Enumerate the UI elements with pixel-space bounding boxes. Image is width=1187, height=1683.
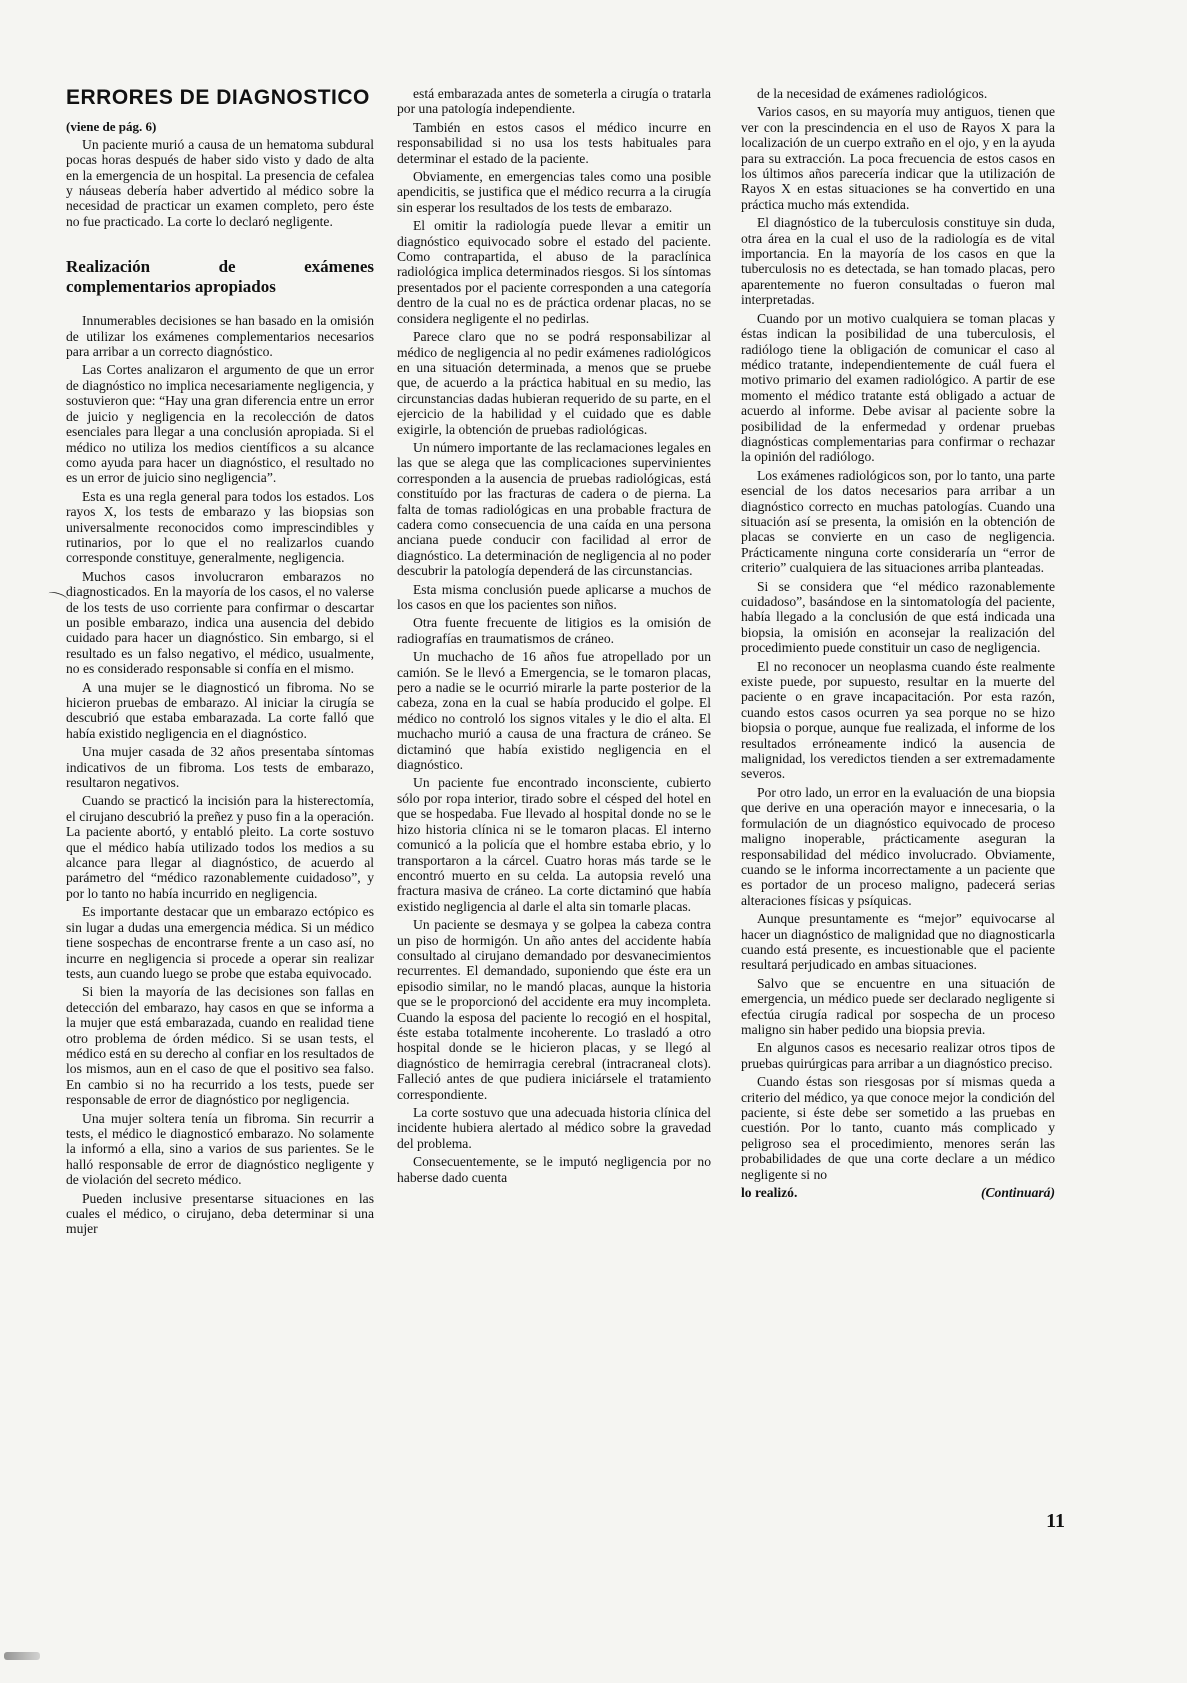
- paragraph: Aunque presuntamente es “mejor” equivocarse al hacer un diagnóstico de malignidad que no diagnosticarla cuando está presente, es incuestionable que el paciente resultará perjudicado en ambas situaciones.: [741, 911, 1055, 973]
- paragraph: Una mujer casada de 32 años presentaba síntomas indicativos de un fibroma. Los tests de embarazo, resultaron negativos.: [66, 744, 374, 791]
- paragraph: Esta es una regla general para todos los estados. Los rayos X, los tests de embarazo y las biopsias son universalmente reconocidos como imprescindibles y rutinarios, por lo que el no realizarlos cuando corresponde constituye, generalmente, negligencia.: [66, 488, 374, 566]
- paragraph: Salvo que se encuentre en una situación de emergencia, un médico puede ser declarado negligente si efectúa cirugía radical por sospecha de un proceso maligno sin haber pedido una biopsia previa.: [741, 975, 1055, 1037]
- column-3-paragraphs: [741, 86, 1055, 1182]
- continues-note: (Continuará): [980, 1185, 1055, 1201]
- paragraph: En algunos casos es necesario realizar otros tipos de pruebas quirúrgicas para arribar a un diagnóstico preciso.: [741, 1040, 1055, 1071]
- paragraph: La corte sostuvo que una adecuada historia clínica del incidente hubiera alertado al médico sobre la gravedad del problema.: [397, 1105, 711, 1151]
- article-title: ERRORES DE DIAGNOSTICO: [66, 86, 370, 109]
- paragraph: También en estos casos el médico incurre en responsabilidad si no usa los tests habituales para determinar el estado de la paciente.: [397, 119, 711, 166]
- paragraph: Es importante destacar que un embarazo ectópico es sin lugar a dudas una emergencia médica. Si un médico tiene sospechas de encontrarse frente a un caso así, no incurre en negligencia si procede a operar sin realizar tests, aun cuando luego se probe que estaba equivocado.: [66, 904, 374, 981]
- closing-line: [741, 1185, 1055, 1200]
- paragraph: Cuando por un motivo cualquiera se toman placas y éstas indican la posibilidad de una tuberculosis, el radiólogo tiene la obligación de comunicar el caso al médico tratante, independientemente de cuál fuera el motivo primario del examen radiológico. A partir de ese momento el médico tratante está obligado a actuar de acuerdo al informe. Debe avisar al paciente sobre la posibilidad de la enfermedad y ordenar pruebas diagnósticas complementarias para confirmar o rechazar la opinión del radiólogo.: [741, 310, 1055, 465]
- paragraph: Un muchacho de 16 años fue atropellado por un camión. Se le llevó a Emergencia, se le tomaron placas, pero a nadie se le ocurrió mirarle la parte posterior de la cabeza, zona en la cual se había producido el golpe. El médico no controló los signos vitales y le dio el alta. El muchacho murió a causa de una fractura de cráneo. Se dictaminó que había existido negligencia en el diagnóstico.: [397, 649, 711, 773]
- paragraph: Pueden inclusive presentarse situaciones en las cuales el médico, o cirujano, deba determinar si una mujer: [66, 1190, 374, 1237]
- section-heading: Realización de exámenes complementarios apropiados: [66, 257, 374, 297]
- paragraph: Un paciente murió a causa de un hematoma subdural pocas horas después de haber sido visto y dado de alta en la emergencia de un hospital. La presencia de cefalea y náuseas debería haber advertido al médico sobre la necesidad de practicar un examen completo, pero éste no fue practicado. La corte lo declaró negligente.: [66, 136, 374, 229]
- final-word: lo realizó.: [741, 1185, 798, 1201]
- paragraph: El omitir la radiología puede llevar a emitir un diagnóstico equivocado sobre el estado del paciente. Como contrapartida, el abuso de la paraclínica radiológica implica determinados riesgos. Si los síntomas presentados por el paciente corresponden a una categoría dentro de la cual no es de práctica ordenar placas, no se considera negligente el no pedirlas.: [397, 218, 711, 326]
- paragraph: de la necesidad de exámenes radiológicos.: [757, 86, 988, 101]
- paragraph: Un paciente fue encontrado inconsciente, cubierto sólo por ropa interior, tirado sobre el césped del hotel en que se hospedaba. Fue llevado al hospital donde no se le hizo historia clínica ni se le tomaron placas. El interno comunicó a la policía que el hombre estaba ebrio, y lo transportaron a la cárcel. Cuatro horas más tarde se le encontró muerto en su celda. La autopsia reveló una fractura masiva de cráneo. La corte dictaminó que había existido negligencia al darle el alta sin tomarle placas.: [397, 775, 711, 914]
- paragraph: Esta misma conclusión puede aplicarse a muchos de los casos en que los pacientes son niños.: [397, 581, 711, 612]
- paragraph: El no reconocer un neoplasma cuando éste realmente existe puede, por supuesto, resultar en la muerte del paciente o en grave incapacitación. Por esta razón, cuando estos casos ocurren ya sea porque no se hizo biopsia o porque, aunque fue realizada, el informe de los resultados erróneamente indicó la ausencia de malignidad, los veredictos tienden a ser extremadamente severos.: [741, 658, 1055, 782]
- paragraph: Obviamente, en emergencias tales como una posible apendicitis, se justifica que el médico recurra a la cirugía sin esperar los resultados de los tests de embarazo.: [397, 169, 711, 215]
- page-number: 11: [1046, 1510, 1065, 1532]
- paragraph: Por otro lado, un error en la evaluación de una biopsia que derive en una operación mayor e innecesaria, o la formulación de un diagnóstico equivocado de proceso maligno inoperable, prácticamente aseguran la responsabilidad del médico involucrado. Obviamente, cuando se le informa incorrectamente a un paciente que es portador de un proceso maligno, padecerá serias alteraciones físicas y psíquicas.: [741, 784, 1055, 908]
- paragraph: Una mujer soltera tenía un fibroma. Sin recurrir a tests, el médico le diagnosticó embarazo. No solamente la informó a ella, sino a varios de sus parientes. Se le halló responsable de error de diagnóstico negligente y de violación del secreto médico.: [66, 1110, 374, 1188]
- column-1-paragraphs: [66, 313, 374, 1237]
- column-2-paragraphs: [397, 86, 711, 1185]
- paragraph: Otra fuente frecuente de litigios es la omisión de radiografías en traumatismos de cráneo.: [397, 615, 711, 646]
- paragraph: Cuando se practicó la incisión para la histerectomía, el cirujano descubrió la preñez y puso fin a la operación. La paciente abortó, y entabló pleito. La corte sostuvo que el médico había utilizado todos los medios a su alcance para llegar al diagnóstico, de acuerdo al parámetro del “médico razonablemente cuidadoso”, y por lo tanto no había incurrido en negligencia.: [66, 793, 374, 901]
- paragraph: Si bien la mayoría de las decisiones son fallas en detección del embarazo, hay casos en que se informa a la mujer que está embarazada, cuando en realidad tiene otro problema de órden médico. Si se usan tests, el médico está en su derecho al confiar en los resultados de los mismos, aun en el caso de que el positivo sea falso. En cambio si no ha recurrido a los tests, puede ser responsable de error de diagnóstico por negligencia.: [66, 984, 375, 1108]
- paragraph: Un número importante de las reclamaciones legales en las que se alega que las complicaciones supervinientes corresponden a la ausencia de pruebas radiológicas, está constituído por las fracturas de cadera o de pierna. La falta de tomas radiológicas en una probable fractura de cadera como consecuencia de una caída en una persona anciana puede conducir con facilidad al error de diagnóstico. La determinación de negligencia al no poder descubrir la patología dependerá de las circunstancias.: [397, 439, 711, 579]
- paragraph: Innumerables decisiones se han basado en la omisión de utilizar los exámenes complementarios necesarios para arribar a un correcto diagnóstico.: [66, 313, 374, 360]
- paragraph: Las Cortes analizaron el argumento de que un error de diagnóstico no implica necesariamente negligencia, y sostuvieron que: “Hay una gran diferencia entre un error de juicio y negligencia en la recolección de datos esenciales para llegar a una conclusión apropiada. Si el médico no utiliza los medios científicos a su alcance como ayuda para hacer un diagnóstico, el resultado no es un error de juicio sino negligencia”.: [66, 362, 374, 486]
- paragraph: Varios casos, en su mayoría muy antiguos, tienen que ver con la prescindencia en el uso de Rayos X para la localización de un cuerpo extraño en el ojo, y en la ayuda para su extracción. La poca frecuencia de estos casos en los últimos años parecería indicar que la utilización de Rayos X en estas situaciones se ha convertido en una práctica mucho más extendida.: [741, 104, 1055, 212]
- paragraph: Los exámenes radiológicos son, por lo tanto, una parte esencial de los datos necesarios para arribar a un diagnóstico correcto en muchas patologías. Cuando una situación así se presenta, la omisión en la obtención de placas se convierte en un caso de negligencia. Prácticamente ninguna corte consideraría un “error de criterio” cualquiera de las situaciones arriba planteadas.: [741, 467, 1055, 576]
- paragraph: Un paciente se desmaya y se golpea la cabeza contra un piso de hormigón. Un año antes del accidente había consultado al cirujano demandado por desvanecimientos recurrentes. El demandado, suponiendo que éste era un episodio similar, no le mandó placas, aunque la historia que se le proporcionó del accidente era muy incompleta. Cuando la esposa del paciente lo recogió en el hospital, éste estaba totalmente incoherente. Lo trasladó a otro hospital donde se le hicieron placas, y se llegó al diagnóstico de hemirragia cerebral (intracraneal clots). Falleció antes de que pudiera iniciársele el tratamiento correspondiente.: [397, 917, 711, 1102]
- paragraph: Parece claro que no se podrá responsabilizar al médico de negligencia al no pedir exámenes radiológicos en una situación determinada, a menos que se pruebe que, de acuerdo a la práctica habitual en su medio, las circunstancias dadas hubieran requerido de su parte, en el ejercicio de la habilidad y el cuidado que es dable exigirle, la obtención de pruebas radiológicas.: [397, 329, 711, 437]
- column-1: [66, 82, 374, 1240]
- column-2: [397, 86, 711, 1188]
- column-3: [741, 86, 1055, 1200]
- paragraph: Si se considera que “el médico razonablemente cuidadoso”, basándose en la sintomatología del paciente, había llegado a la conclusión de que está indicada una biopsia, la omisión en aconsejar la realización del procedimiento puede constituir un caso de negligencia.: [741, 578, 1055, 656]
- paragraph: Consecuentemente, se le imputó negligencia por no haberse dado cuenta: [397, 1154, 711, 1185]
- paragraph: A una mujer se le diagnosticó un fibroma. No se hicieron pruebas de embarazo. Al iniciar la cirugía se descubrió que estaba embarazada. La corte falló que había existido negligencia en el diagnóstico.: [66, 679, 374, 741]
- continuation-note: (viene de pág. 6): [66, 119, 157, 135]
- paragraph: Cuando éstas son riesgosas por sí mismas queda a criterio del médico, ya que conoce mejor la condición del paciente, si éste debe ser sometido a las pruebas en cuestión. Por lo tanto, cuanto más complicado y peligroso sea el procedimiento, menores serán las probabilidades de que una corte declare a un médico negligente si no: [741, 1074, 1055, 1182]
- paragraph: está embarazada antes de someterla a cirugía o tratarla por una patología independiente.: [397, 86, 711, 117]
- paragraph: El diagnóstico de la tuberculosis constituye sin duda, otra área en la cual el uso de la radiología es de vital importancia. En la mayoría de los casos en que la tuberculosis no es detectada, se han tomado placas, pero aparentemente no fueron consultadas o fueron mal interpretadas.: [741, 215, 1055, 308]
- ink-smudge: [4, 1652, 40, 1660]
- intro-paragraphs: [66, 137, 374, 229]
- paragraph: Muchos casos involucraron embarazos no diagnosticados. En la mayoría de los casos, el no valerse de los tests de uso corriente para confirmar o descartar un posible embarazo, indica una ausencia del debido cuidado para hacer un diagnóstico. Sin embargo, si el resultado es un falso negativo, el médico, usualmente, no es considerado responsable si confía en el mismo.: [66, 568, 374, 677]
